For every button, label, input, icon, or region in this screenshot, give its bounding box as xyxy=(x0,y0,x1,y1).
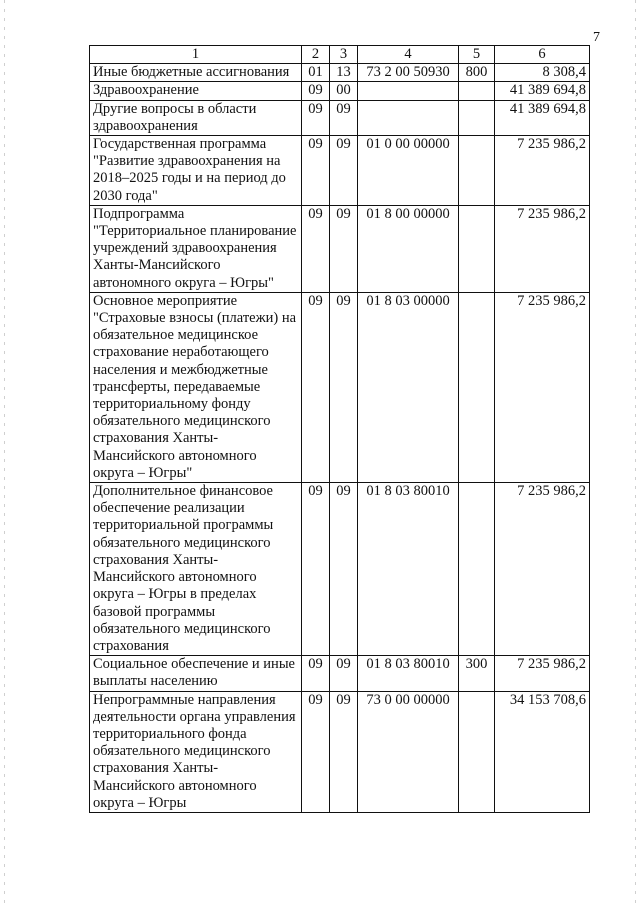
row-amount: 7 235 986,2 xyxy=(495,205,590,292)
table-row xyxy=(90,691,590,812)
row-section-code: 09 xyxy=(302,136,330,206)
page-number: 7 xyxy=(593,30,600,45)
row-name: Основное мероприятие "Страховые взносы (платежи) на обязательное медицинское страхование неработающего населения и межбюджетные трансферты, передаваемые территориальному фонду обязательного медицинского страхования Ханты-Мансийского автономного округа – Югры" xyxy=(90,292,302,482)
row-target-article: 01 8 03 80010 xyxy=(358,483,459,656)
row-name: Иные бюджетные ассигнования xyxy=(90,64,302,82)
table-row xyxy=(90,82,590,100)
row-section-code: 09 xyxy=(302,483,330,656)
row-subsection-code: 09 xyxy=(330,656,358,691)
row-amount: 41 389 694,8 xyxy=(495,82,590,100)
row-expense-type: 300 xyxy=(459,656,495,691)
row-target-article xyxy=(358,82,459,100)
scan-edge-right xyxy=(635,0,636,905)
row-name: Государственная программа "Развитие здравоохранения на 2018–2025 годы и на период до 2030 года" xyxy=(90,136,302,206)
row-target-article: 01 0 00 00000 xyxy=(358,136,459,206)
row-target-article: 01 8 00 00000 xyxy=(358,205,459,292)
budget-table xyxy=(89,45,590,813)
row-subsection-code: 13 xyxy=(330,64,358,82)
row-section-code: 01 xyxy=(302,64,330,82)
row-amount: 7 235 986,2 xyxy=(495,483,590,656)
table-row xyxy=(90,64,590,82)
row-section-code: 09 xyxy=(302,656,330,691)
row-expense-type xyxy=(459,205,495,292)
header-col-4: 4 xyxy=(358,46,459,64)
header-col-6: 6 xyxy=(495,46,590,64)
table-row xyxy=(90,292,590,482)
row-amount: 7 235 986,2 xyxy=(495,292,590,482)
row-amount: 34 153 708,6 xyxy=(495,691,590,812)
row-name: Дополнительное финансовое обеспечение реализации территориальной программы обязательного медицинского страхования Ханты-Мансийского автономного округа – Югры в пределах базовой программы обязательного медицинского страхования xyxy=(90,483,302,656)
row-name: Непрограммные направления деятельности органа управления территориального фонда обязательного медицинского страхования Ханты-Мансийского автономного округа – Югры xyxy=(90,691,302,812)
row-target-article: 73 2 00 50930 xyxy=(358,64,459,82)
table-row xyxy=(90,205,590,292)
row-target-article: 01 8 03 00000 xyxy=(358,292,459,482)
row-subsection-code: 09 xyxy=(330,100,358,135)
row-name: Подпрограмма "Территориальное планирование учреждений здравоохранения Ханты-Мансийского автономного округа – Югры" xyxy=(90,205,302,292)
table-row xyxy=(90,136,590,206)
header-col-3: 3 xyxy=(330,46,358,64)
table-row xyxy=(90,100,590,135)
header-col-5: 5 xyxy=(459,46,495,64)
row-amount: 7 235 986,2 xyxy=(495,136,590,206)
row-subsection-code: 09 xyxy=(330,691,358,812)
header-col-2: 2 xyxy=(302,46,330,64)
table-row xyxy=(90,483,590,656)
row-amount: 7 235 986,2 xyxy=(495,656,590,691)
row-name: Социальное обеспечение и иные выплаты населению xyxy=(90,656,302,691)
row-expense-type xyxy=(459,691,495,812)
row-expense-type xyxy=(459,136,495,206)
header-col-1: 1 xyxy=(90,46,302,64)
budget-table-container xyxy=(89,45,589,813)
row-section-code: 09 xyxy=(302,205,330,292)
table-header-row xyxy=(90,46,590,64)
row-name: Другие вопросы в области здравоохранения xyxy=(90,100,302,135)
row-expense-type xyxy=(459,100,495,135)
row-expense-type xyxy=(459,82,495,100)
row-section-code: 09 xyxy=(302,82,330,100)
row-expense-type: 800 xyxy=(459,64,495,82)
row-section-code: 09 xyxy=(302,691,330,812)
table-row xyxy=(90,656,590,691)
row-section-code: 09 xyxy=(302,292,330,482)
row-subsection-code: 09 xyxy=(330,205,358,292)
row-amount: 41 389 694,8 xyxy=(495,100,590,135)
row-target-article: 01 8 03 80010 xyxy=(358,656,459,691)
row-target-article: 73 0 00 00000 xyxy=(358,691,459,812)
row-subsection-code: 09 xyxy=(330,136,358,206)
row-expense-type xyxy=(459,483,495,656)
row-target-article xyxy=(358,100,459,135)
row-section-code: 09 xyxy=(302,100,330,135)
scan-edge-left xyxy=(4,0,5,905)
row-subsection-code: 09 xyxy=(330,292,358,482)
row-expense-type xyxy=(459,292,495,482)
row-name: Здравоохранение xyxy=(90,82,302,100)
row-subsection-code: 09 xyxy=(330,483,358,656)
row-amount: 8 308,4 xyxy=(495,64,590,82)
row-subsection-code: 00 xyxy=(330,82,358,100)
